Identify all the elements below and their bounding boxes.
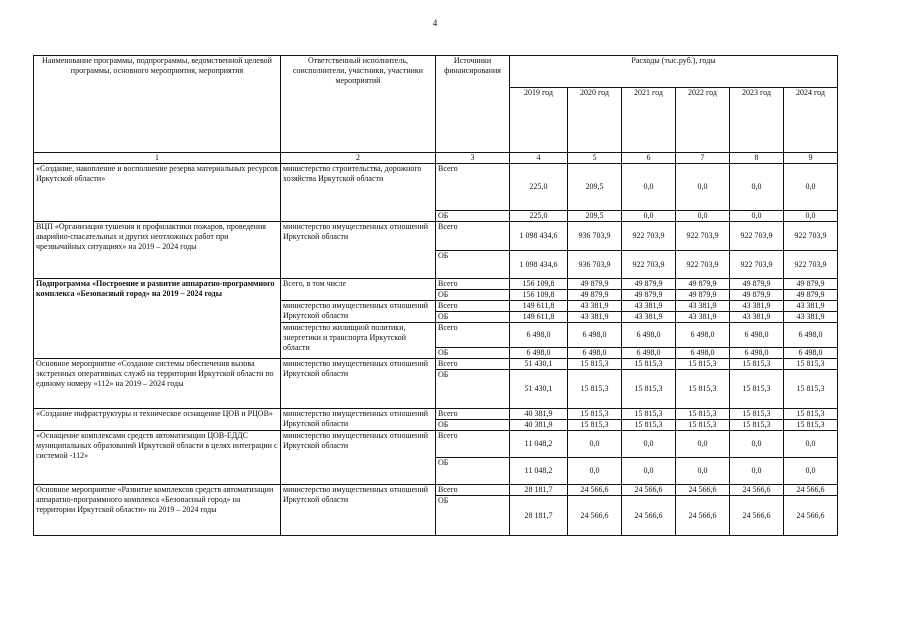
cell-value: 0,0 [784,431,838,458]
page-number: 4 [432,18,438,28]
cell-value: 0,0 [568,431,622,458]
cell-value: 922 703,9 [676,222,730,251]
cell-value: 15 815,3 [730,409,784,420]
cell-value: 6 498,0 [730,348,784,359]
cell-value: 24 566,6 [622,496,676,536]
cell-value: 0,0 [730,431,784,458]
cell-value: 15 815,3 [784,370,838,409]
cell-value: 51 430,1 [510,359,568,370]
table-row [34,164,838,211]
cell-value: 49 879,9 [568,279,622,290]
row-name: «Создание, накопление и восполнение резерва материальных ресурсов Иркутской области» [34,164,281,222]
row-source: ОБ [436,290,510,301]
cell-value: 24 566,6 [784,485,838,496]
col-index: 9 [784,153,838,164]
cell-value: 6 498,0 [622,323,676,348]
cell-value: 24 566,6 [568,496,622,536]
cell-value: 49 879,9 [730,279,784,290]
row-source: ОБ [436,458,510,485]
cell-value: 6 498,0 [568,348,622,359]
col-index: 2 [281,153,436,164]
row-executor: министерство жилищной политики, энергетики и транспорта Иркутской области [281,323,436,359]
row-executor: министерство имущественных отношений Иркутской области [281,301,436,323]
row-source: ОБ [436,251,510,279]
cell-value: 15 815,3 [622,359,676,370]
cell-value: 49 879,9 [568,290,622,301]
header-year: 2023 год [730,88,784,153]
cell-value: 0,0 [730,211,784,222]
cell-value: 51 430,1 [510,370,568,409]
header-year: 2024 год [784,88,838,153]
cell-value: 15 815,3 [568,420,622,431]
header-executor: Ответственный исполнитель, соисполнители, участники, участники мероприятий [281,56,436,153]
cell-value: 24 566,6 [676,485,730,496]
cell-value: 43 381,9 [568,301,622,312]
row-source: ОБ [436,211,510,222]
cell-value: 11 048,2 [510,431,568,458]
col-index: 1 [34,153,281,164]
table-row [34,431,838,458]
cell-value: 15 815,3 [622,409,676,420]
cell-value: 936 703,9 [568,251,622,279]
cell-value: 49 879,9 [784,279,838,290]
header-name: Наименование программы, подпрограммы, ведомственной целевой программы, основного мероприятия, мероприятия [34,56,281,153]
cell-value: 40 381,9 [510,409,568,420]
cell-value: 6 498,0 [510,323,568,348]
row-executor: Всего, в том числе [281,279,436,301]
row-name: Основное мероприятие «Создание системы обеспечения вызова экстренных оперативных служб на территории Иркутской области по единому номеру «112» на 2019 – 2024 годы [34,359,281,409]
row-source: Всего [436,431,510,458]
row-source: Всего [436,164,510,211]
cell-value: 15 815,3 [676,409,730,420]
cell-value: 43 381,9 [676,312,730,323]
row-source: ОБ [436,348,510,359]
cell-value: 6 498,0 [622,348,676,359]
cell-value: 6 498,0 [676,348,730,359]
cell-value: 0,0 [676,164,730,211]
cell-value: 49 879,9 [676,279,730,290]
cell-value: 40 381,9 [510,420,568,431]
cell-value: 43 381,9 [784,312,838,323]
cell-value: 6 498,0 [568,323,622,348]
cell-value: 15 815,3 [568,409,622,420]
cell-value: 0,0 [622,164,676,211]
cell-value: 15 815,3 [622,420,676,431]
row-source: ОБ [436,370,510,409]
table-row [34,222,838,251]
cell-value: 6 498,0 [730,323,784,348]
row-executor: министерство имущественных отношений Иркутской области [281,409,436,431]
cell-value: 11 048,2 [510,458,568,485]
row-executor: министерство имущественных отношений Иркутской области [281,431,436,485]
cell-value: 15 815,3 [568,359,622,370]
row-source: Всего [436,222,510,251]
budget-table [33,55,838,536]
cell-value: 6 498,0 [510,348,568,359]
header-year: 2019 год [510,88,568,153]
cell-value: 43 381,9 [622,301,676,312]
cell-value: 15 815,3 [730,370,784,409]
cell-value: 24 566,6 [730,496,784,536]
cell-value: 15 815,3 [622,370,676,409]
cell-value: 0,0 [622,211,676,222]
row-name: «Создание инфраструктуры и техническое оснащение ЦОВ и РЦОВ» [34,409,281,431]
cell-value: 0,0 [676,458,730,485]
cell-value: 49 879,9 [730,290,784,301]
header-year: 2020 год [568,88,622,153]
cell-value: 0,0 [622,431,676,458]
col-index: 3 [436,153,510,164]
cell-value: 0,0 [730,458,784,485]
cell-value: 156 109,8 [510,279,568,290]
row-name: «Оснащение комплексами средств автоматизации ЦОВ-ЕДДС муниципальных образований Иркутской области в целях интеграции с системой -112» [34,431,281,485]
cell-value: 15 815,3 [676,420,730,431]
table-row [34,359,838,370]
cell-value: 0,0 [622,458,676,485]
col-index: 4 [510,153,568,164]
row-executor: министерство имущественных отношений Иркутской области [281,222,436,279]
row-name: ВЦП «Организация тушения и профилактики пожаров, проведения аварийно-спасательных и других неотложных работ при чрезвычайных ситуациях» на 2019 – 2024 годы [34,222,281,279]
row-name: Подпрограмма «Построение и развитие аппаратно-программного комплекса «Безопасный город» на 2019 – 2024 годы [34,279,281,359]
cell-value: 24 566,6 [568,485,622,496]
cell-value: 6 498,0 [676,323,730,348]
row-name: Основное мероприятие «Развитие комплексов средств автоматизации аппаратно-программного комплекса «Безопасный город» на территории Иркутской области» на 2019 – 2024 годы [34,485,281,536]
cell-value: 0,0 [784,164,838,211]
row-source: Всего [436,279,510,290]
row-source: Всего [436,301,510,312]
cell-value: 15 815,3 [784,420,838,431]
table-row [34,279,838,290]
col-index: 5 [568,153,622,164]
cell-value: 15 815,3 [784,409,838,420]
cell-value: 43 381,9 [784,301,838,312]
table-row [34,409,838,420]
cell-value: 49 879,9 [676,290,730,301]
cell-value: 0,0 [784,211,838,222]
cell-value: 49 879,9 [622,290,676,301]
col-index: 6 [622,153,676,164]
cell-value: 15 815,3 [784,359,838,370]
cell-value: 922 703,9 [784,222,838,251]
cell-value: 922 703,9 [622,222,676,251]
cell-value: 24 566,6 [730,485,784,496]
cell-value: 24 566,6 [622,485,676,496]
cell-value: 0,0 [784,458,838,485]
cell-value: 43 381,9 [676,301,730,312]
col-index: 7 [676,153,730,164]
cell-value: 24 566,6 [676,496,730,536]
cell-value: 28 181,7 [510,485,568,496]
cell-value: 1 098 434,6 [510,222,568,251]
header-source: Источники финансирования [436,56,510,153]
cell-value: 0,0 [568,458,622,485]
cell-value: 43 381,9 [730,301,784,312]
cell-value: 15 815,3 [568,370,622,409]
table-row [34,485,838,496]
header-expenses: Расходы (тыс.руб.), годы [510,56,838,88]
cell-value: 149 611,8 [510,301,568,312]
header-year: 2021 год [622,88,676,153]
cell-value: 156 109,8 [510,290,568,301]
cell-value: 0,0 [730,164,784,211]
cell-value: 15 815,3 [676,359,730,370]
cell-value: 6 498,0 [784,348,838,359]
cell-value: 225,0 [510,164,568,211]
row-source: Всего [436,485,510,496]
row-source: ОБ [436,420,510,431]
cell-value: 922 703,9 [622,251,676,279]
cell-value: 0,0 [676,211,730,222]
row-source: ОБ [436,496,510,536]
col-index: 8 [730,153,784,164]
cell-value: 922 703,9 [730,222,784,251]
header-year: 2022 год [676,88,730,153]
row-source: ОБ [436,312,510,323]
cell-value: 15 815,3 [730,420,784,431]
cell-value: 936 703,9 [568,222,622,251]
cell-value: 922 703,9 [730,251,784,279]
row-executor: министерство имущественных отношений Иркутской области [281,359,436,409]
cell-value: 1 098 434,6 [510,251,568,279]
cell-value: 0,0 [676,431,730,458]
row-executor: министерство строительства, дорожного хозяйства Иркутской области [281,164,436,222]
cell-value: 43 381,9 [568,312,622,323]
cell-value: 49 879,9 [622,279,676,290]
cell-value: 28 181,7 [510,496,568,536]
row-source: Всего [436,359,510,370]
row-executor: министерство имущественных отношений Иркутской области [281,485,436,536]
cell-value: 209,5 [568,164,622,211]
cell-value: 6 498,0 [784,323,838,348]
cell-value: 15 815,3 [676,370,730,409]
cell-value: 149 611,8 [510,312,568,323]
cell-value: 43 381,9 [622,312,676,323]
cell-value: 15 815,3 [730,359,784,370]
cell-value: 49 879,9 [784,290,838,301]
row-source: Всего [436,409,510,420]
cell-value: 43 381,9 [730,312,784,323]
cell-value: 922 703,9 [676,251,730,279]
cell-value: 24 566,6 [784,496,838,536]
cell-value: 922 703,9 [784,251,838,279]
cell-value: 209,5 [568,211,622,222]
cell-value: 225,0 [510,211,568,222]
row-source: Всего [436,323,510,348]
